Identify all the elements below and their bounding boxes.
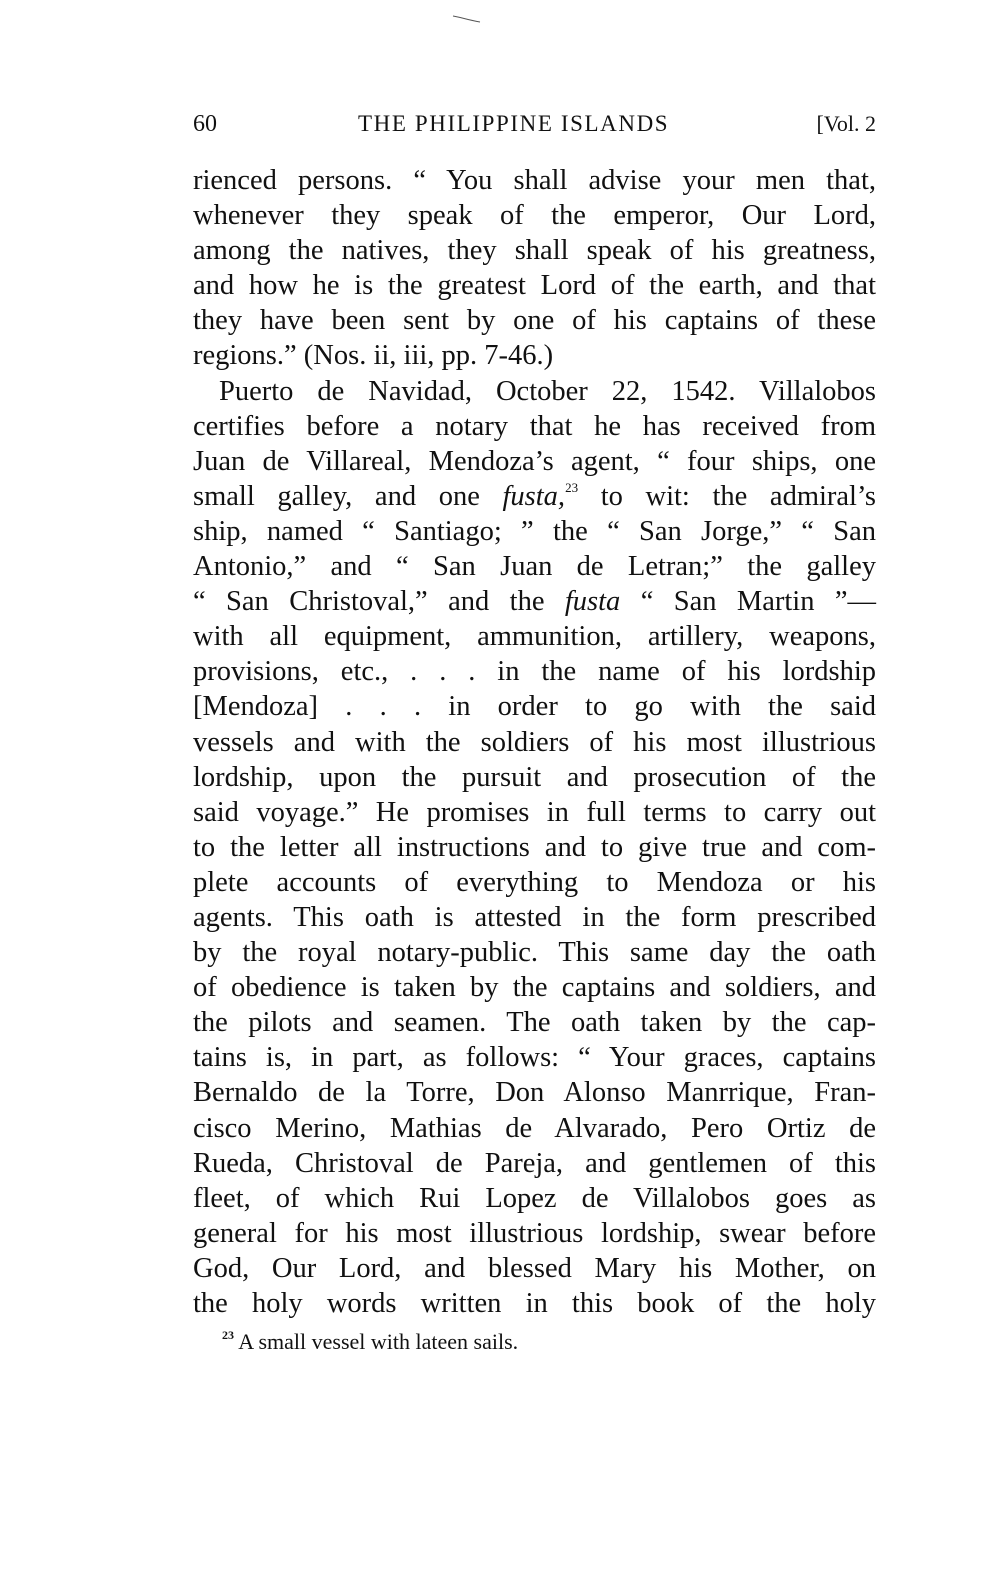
text-segment: by the royal notary-public. This same day the oath: [193, 937, 876, 969]
text-line: [193, 1286, 876, 1321]
text-line: [193, 1075, 876, 1110]
text-line: [193, 1040, 876, 1075]
text-segment: “ San Martin ”—: [620, 586, 876, 618]
text-line: [193, 479, 876, 514]
text-segment: ship, named “ Santiago; ” the “ San Jorge,” “ San: [193, 515, 876, 547]
running-head: [193, 106, 876, 142]
volume-marker: [Vol. 2: [816, 111, 876, 136]
running-title: THE PHILIPPINE ISLANDS: [358, 111, 670, 136]
text-line: [193, 725, 876, 760]
text-line: [193, 760, 876, 795]
footnote: [222, 1327, 518, 1357]
text-segment: of obedience is taken by the captains and soldiers, and: [193, 972, 876, 1004]
text-line: [193, 584, 876, 619]
text-line: [193, 795, 876, 830]
text-line: [193, 1005, 876, 1040]
text-segment: to wit: the admiral’s: [578, 480, 876, 512]
text-segment: rienced persons. “ You shall advise your men that,: [193, 165, 876, 196]
body-text: [193, 163, 876, 1321]
text-line: [193, 935, 876, 970]
text-segment: small galley, and one: [193, 480, 503, 512]
text-line: [193, 374, 876, 409]
text-line: [193, 1146, 876, 1181]
text-segment: whenever they speak of the emperor, Our Lord,: [193, 200, 876, 232]
text-segment: Antonio,” and “ San Juan de Letran;” the galley: [193, 551, 876, 583]
text-line: [193, 830, 876, 865]
text-line: [193, 268, 876, 303]
text-line: [193, 689, 876, 724]
footnote-marker: 23: [222, 1328, 234, 1342]
text-segment: the holy words written in this book of the holy: [193, 1288, 876, 1319]
text-segment: God, Our Lord, and blessed Mary his Mother, on: [193, 1252, 876, 1284]
text-segment: the pilots and seamen. The oath taken by the cap-: [193, 1007, 876, 1039]
text-line: [193, 865, 876, 900]
text-line: [193, 619, 876, 654]
text-line: [193, 409, 876, 444]
text-segment: general for his most illustrious lordship, swear before: [193, 1217, 876, 1249]
text-line: [193, 1251, 876, 1286]
text-segment: Puerto de Navidad, October 22, 1542. Villalobos: [219, 375, 876, 407]
text-segment: to the letter all instructions and to give true and com-: [193, 831, 876, 863]
text-line: [193, 303, 876, 338]
text-segment: plete accounts of everything to Mendoza or his: [193, 866, 876, 898]
text-segment: tains is, in part, as follows: “ Your graces, captains: [193, 1042, 876, 1074]
text-segment: cisco Merino, Mathias de Alvarado, Pero Ortiz de: [193, 1112, 876, 1144]
text-line: [193, 338, 876, 373]
text-line: [193, 444, 876, 479]
text-segment: [Mendoza] . . . in order to go with the said: [193, 691, 876, 723]
text-line: [193, 514, 876, 549]
text-segment: among the natives, they shall speak of his greatness,: [193, 235, 876, 267]
text-segment: lordship, upon the pursuit and prosecution of the: [193, 761, 876, 793]
page-number: 60: [193, 111, 217, 137]
text-line: [193, 1111, 876, 1146]
text-line: [193, 970, 876, 1005]
text-line: [193, 1181, 876, 1216]
italic-term: fusta: [564, 586, 621, 618]
footnote-reference: 23: [565, 479, 579, 495]
text-segment: with all equipment, ammunition, artillery, weapons,: [193, 621, 876, 653]
text-segment: and how he is the greatest Lord of the earth, and that: [193, 270, 876, 302]
text-segment: they have been sent by one of his captains of these: [193, 305, 876, 337]
text-segment: agents. This oath is attested in the form prescribed: [193, 901, 876, 933]
text-line: [193, 198, 876, 233]
text-segment: fleet, of which Rui Lopez de Villalobos goes as: [193, 1182, 876, 1214]
text-segment: Juan de Villareal, Mendoza’s agent, “ four ships, one: [193, 445, 876, 477]
text-line: [193, 654, 876, 689]
italic-term: fusta,: [502, 480, 566, 512]
text-segment: vessels and with the soldiers of his most illustrious: [193, 726, 876, 758]
text-segment: regions.” (Nos. ii, iii, pp. 7-46.): [193, 340, 554, 372]
text-line: [193, 163, 876, 198]
text-segment: Bernaldo de la Torre, Don Alonso Manrrique, Fran-: [193, 1077, 876, 1109]
scan-mark: [452, 14, 482, 24]
text-line: [193, 233, 876, 268]
text-line: [193, 549, 876, 584]
text-segment: said voyage.” He promises in full terms to carry out: [193, 796, 876, 828]
footnote-text: A small vessel with lateen sails.: [234, 1329, 519, 1354]
text-line: [193, 1216, 876, 1251]
text-segment: Rueda, Christoval de Pareja, and gentlemen of this: [193, 1147, 876, 1179]
text-segment: certifies before a notary that he has received from: [193, 410, 876, 442]
text-line: [193, 900, 876, 935]
text-segment: “ San Christoval,” and the: [193, 586, 565, 618]
text-segment: provisions, etc., . . . in the name of his lordship: [193, 656, 876, 688]
